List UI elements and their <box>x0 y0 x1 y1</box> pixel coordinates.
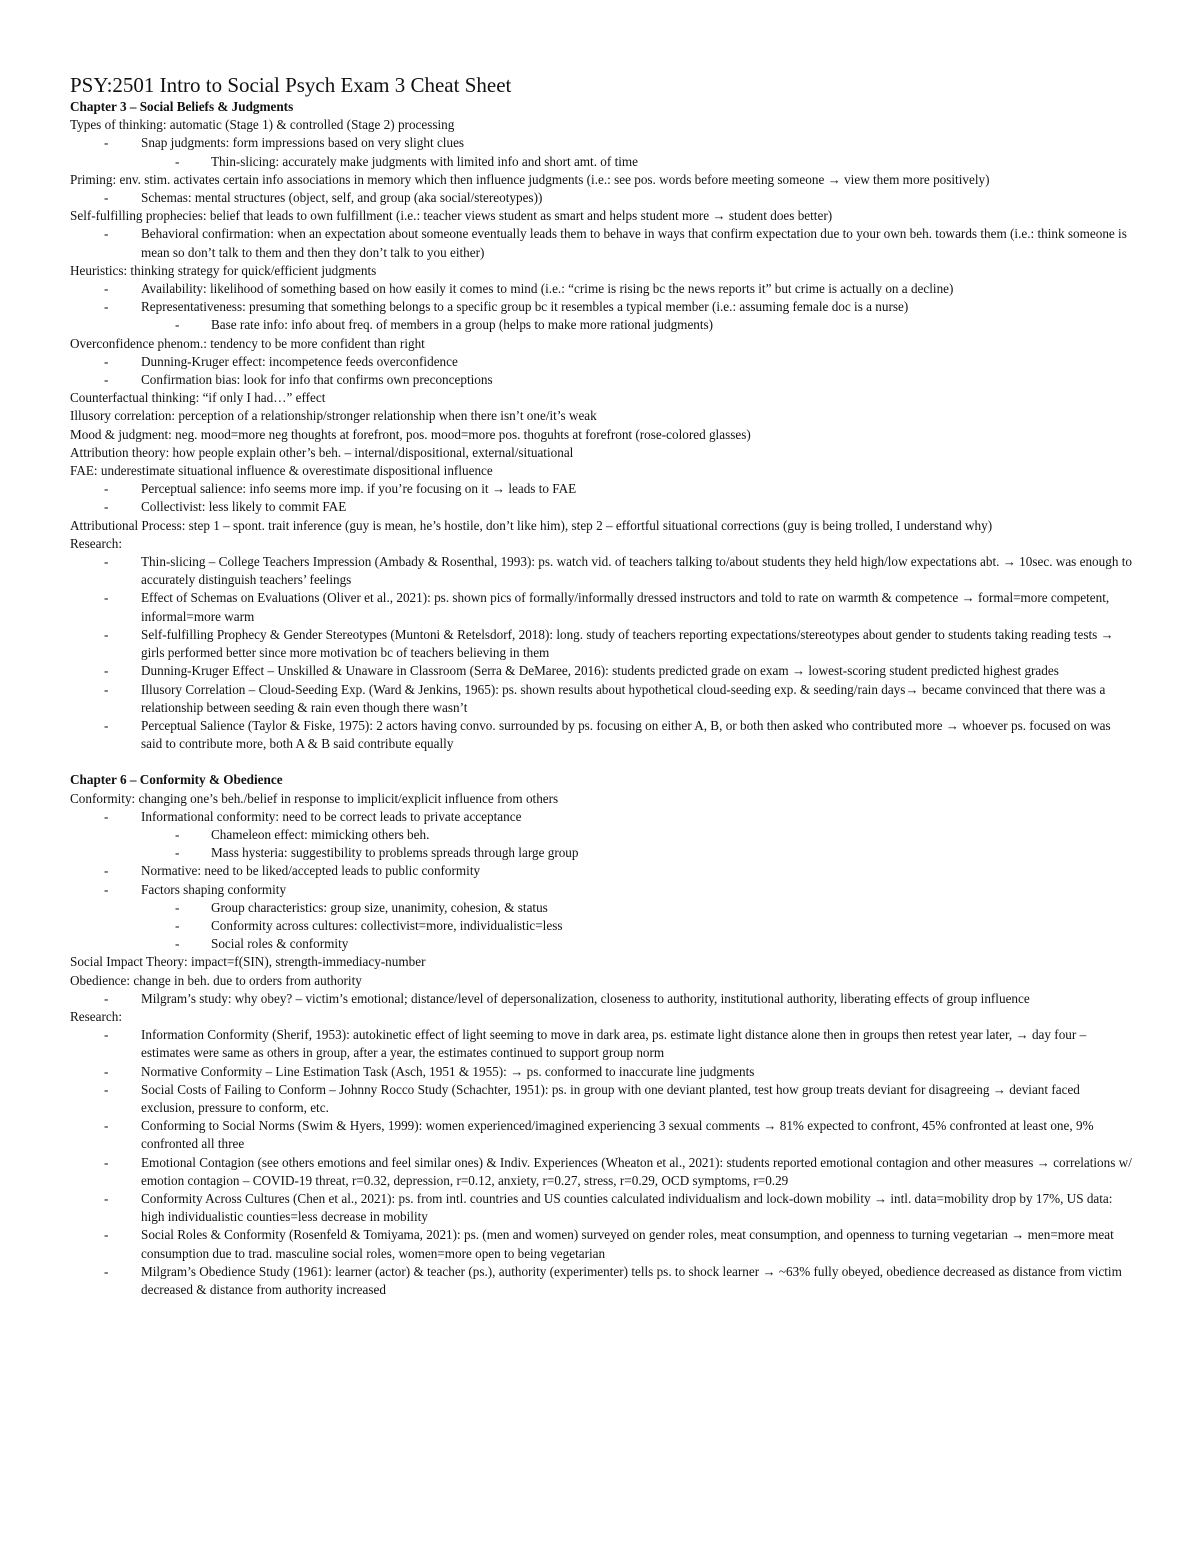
bullet-dash: - <box>175 845 180 861</box>
bullet-dash: - <box>104 1263 109 1279</box>
bullet-dash: - <box>104 372 109 388</box>
item-text: Social Roles & Conformity (Rosenfeld & Tomiyama, 2021): ps. (men and women) surveyed on gender roles, meat consumption, and openness to turning vegetarian → men=more meat consumption due to trad. masculine social roles, women=more open to being vegetarian <box>141 1227 1114 1261</box>
bullet-dash: - <box>104 554 109 570</box>
outline-subitem <box>70 225 1134 261</box>
section-heading: Chapter 3 – Social Beliefs & Judgments <box>70 99 294 114</box>
item-text: Illusory Correlation – Cloud-Seeding Exp. (Ward & Jenkins, 1965): ps. shown results about hypothetical cloud-seeding exp. & seeding/rain days→ became convinced that there was a relationship between seeding & rain even though there wasn’t <box>141 681 1106 715</box>
outline-subitem <box>70 808 1134 826</box>
item-text: Self-fulfilling Prophecy & Gender Stereotypes (Muntoni & Retelsdorf, 2018): long. study of teachers reporting expectations/stereotypes about gender to students taking reading tests → girls performed better since more motivation bc of teachers believing in them <box>141 626 1114 661</box>
bullet-dash: - <box>175 899 180 915</box>
outline-subsubitem <box>70 935 1134 953</box>
outline-subitem <box>70 480 1134 498</box>
bullet-dash: - <box>104 499 109 515</box>
outline-item <box>70 444 1134 462</box>
item-text: Information Conformity (Sherif, 1953): autokinetic effect of light seeming to move in dark area, ps. estimate light distance alone then in groups then retest year later, → day four – estimates were same as others in group, after a year, the estimates continued to support group norm <box>141 1027 1087 1061</box>
bullet-dash: - <box>104 590 109 606</box>
outline-subitem <box>70 498 1134 516</box>
outline-item <box>70 426 1134 444</box>
item-text: Types of thinking: automatic (Stage 1) & controlled (Stage 2) processing <box>70 117 455 133</box>
page-title: PSY:2501 Intro to Social Psych Exam 3 Cheat Sheet <box>70 73 512 97</box>
item-text: Normative Conformity – Line Estimation Task (Asch, 1951 & 1955): → ps. conformed to inaccurate line judgments <box>141 1063 755 1079</box>
item-text: Representativeness: presuming that something belongs to a specific group bc it resembles a typical member (i.e.: assuming female doc is a nurse) <box>141 299 909 315</box>
outline-subitem <box>70 990 1134 1008</box>
outline-subitem <box>70 862 1134 880</box>
item-text: Social Impact Theory: impact=f(SIN), strength-immediacy-number <box>70 954 426 970</box>
outline-subsubitem <box>70 316 1134 334</box>
bullet-dash: - <box>104 281 109 297</box>
outline-subitem <box>70 134 1134 152</box>
bullet-dash: - <box>104 353 109 369</box>
item-text: Social roles & conformity <box>211 936 349 952</box>
item-text: Dunning-Kruger effect: incompetence feeds overconfidence <box>141 353 458 369</box>
bullet-dash: - <box>175 153 180 169</box>
outline-subsubitem <box>70 844 1134 862</box>
outline-subitem <box>70 1226 1134 1262</box>
outline-item <box>70 953 1134 971</box>
item-text: Dunning-Kruger Effect – Unskilled & Unaware in Classroom (Serra & DeMaree, 2016): students predicted grade on exam → lowest-scoring student predicted highest grades <box>141 663 1059 679</box>
outline-item <box>70 517 1134 535</box>
item-text: Thin-slicing: accurately make judgments with limited info and short amt. of time <box>211 153 639 169</box>
item-text: Availability: likelihood of something based on how easily it comes to mind (i.e.: “crime is rising bc the news reports it” but crime is actually on a decline) <box>141 281 954 297</box>
bullet-dash: - <box>104 808 109 824</box>
item-text: Conformity Across Cultures (Chen et al., 2021): ps. from intl. countries and US counties calculated individualism and lock-down mobility → intl. data=mobility drop by 17%, US data: high individualistic counties=less decrease in mobility <box>141 1190 1113 1225</box>
outline-subitem <box>70 1263 1134 1299</box>
outline-subsubitem <box>70 917 1134 935</box>
outline-item <box>70 207 1134 225</box>
outline-item <box>70 790 1134 808</box>
bullet-dash: - <box>104 1081 109 1097</box>
item-text: Factors shaping conformity <box>141 881 287 897</box>
item-text: Mass hysteria: suggestibility to problems spreads through large group <box>211 845 579 861</box>
outline-subitem <box>70 681 1134 717</box>
bullet-dash: - <box>175 917 180 933</box>
item-text: Heuristics: thinking strategy for quick/efficient judgments <box>70 262 377 278</box>
outline-subitem <box>70 553 1134 589</box>
item-text: Emotional Contagion (see others emotions and feel similar ones) & Indiv. Experiences (Wheaton et al., 2021): students reported emotional contagion and other measures → correlations w/ emotion contagion – COVID-19 threat, r=0.32, depression, r=0.12, anxiety, r=0.27, stress, r=0.29, OCD symptoms, r=0.29 <box>141 1154 1132 1188</box>
outline-item <box>70 389 1134 407</box>
bullet-dash: - <box>104 663 109 679</box>
item-text: Attribution theory: how people explain other’s beh. – internal/dispositional, external/situational <box>70 444 574 460</box>
bullet-dash: - <box>104 881 109 897</box>
item-text: Confirmation bias: look for info that confirms own preconceptions <box>141 372 493 388</box>
outline-subitem <box>70 662 1134 680</box>
outline-subitem <box>70 881 1134 899</box>
item-text: Conforming to Social Norms (Swim & Hyers, 1999): women experienced/imagined experiencing 3 sexual comments → 81% expected to confront, 45% confronted at least one, 9% confronted all three <box>141 1118 1094 1152</box>
item-text: FAE: underestimate situational influence & overestimate dispositional influence <box>70 463 493 479</box>
outline-item <box>70 535 1134 553</box>
section-heading: Chapter 6 – Conformity & Obedience <box>70 772 283 788</box>
bullet-dash: - <box>104 1063 109 1079</box>
outline-subitem <box>70 353 1134 371</box>
bullet-dash: - <box>104 481 109 497</box>
outline-subitem <box>70 1063 1134 1081</box>
outline-item <box>70 262 1134 280</box>
outline-subitem <box>70 280 1134 298</box>
bullet-dash: - <box>104 226 109 242</box>
outline-subitem <box>70 189 1134 207</box>
outline-subsubitem <box>70 153 1134 171</box>
bullet-dash: - <box>104 1154 109 1170</box>
bullet-dash: - <box>104 863 109 879</box>
outline-item <box>70 462 1134 480</box>
bullet-dash: - <box>104 626 109 642</box>
item-text: Group characteristics: group size, unanimity, cohesion, & status <box>211 899 548 915</box>
item-text: Collectivist: less likely to commit FAE <box>141 499 347 515</box>
bullet-dash: - <box>104 299 109 315</box>
outline-subitem <box>70 1081 1134 1117</box>
outline-item <box>70 407 1134 425</box>
item-text: Obedience: change in beh. due to orders from authority <box>70 972 362 988</box>
outline-subitem <box>70 1026 1134 1062</box>
outline-item <box>70 335 1134 353</box>
item-text: Research: <box>70 1008 122 1024</box>
outline-subitem <box>70 626 1134 662</box>
item-text: Schemas: mental structures (object, self, and group (aka social/stereotypes)) <box>141 190 543 206</box>
item-text: Overconfidence phenom.: tendency to be more confident than right <box>70 335 425 351</box>
outline-item <box>70 1008 1134 1026</box>
bullet-dash: - <box>104 1027 109 1043</box>
item-text: Mood & judgment: neg. mood=more neg thoughts at forefront, pos. mood=more pos. thoguhts at forefront (rose-colored glasses) <box>70 426 751 442</box>
item-text: Thin-slicing – College Teachers Impression (Ambady & Rosenthal, 1993): ps. watch vid. of teachers talking to/about students they held high/low expectations abt. → 10sec. was enough to accurately distinguish teachers’ feelings <box>141 554 1132 588</box>
outline-item <box>70 972 1134 990</box>
item-text: Base rate info: info about freq. of members in a group (helps to make more rational judgments) <box>211 317 714 333</box>
outline-subsubitem <box>70 826 1134 844</box>
item-text: Counterfactual thinking: “if only I had…” effect <box>70 390 326 406</box>
bullet-dash: - <box>175 317 180 333</box>
outline-subitem <box>70 1117 1134 1153</box>
document-body <box>70 98 1134 1299</box>
item-text: Perceptual Salience (Taylor & Fiske, 1975): 2 actors having convo. surrounded by ps. focusing on either A, B, or both then asked who contributed more → whoever ps. focused on was said to contribute more, both A & B said contribute equally <box>141 717 1111 752</box>
outline-subitem <box>70 371 1134 389</box>
bullet-dash: - <box>104 190 109 206</box>
outline-subitem <box>70 589 1134 625</box>
bullet-dash: - <box>104 1190 109 1206</box>
bullet-dash: - <box>104 990 109 1006</box>
item-text: Priming: env. stim. activates certain info associations in memory which then influence judgments (i.e.: see pos. words before meeting someone → view them more positively) <box>70 171 990 187</box>
outline-item <box>70 171 1134 189</box>
bullet-dash: - <box>104 717 109 733</box>
bullet-dash: - <box>104 135 109 151</box>
outline-subitem <box>70 1154 1134 1190</box>
item-text: Snap judgments: form impressions based on very slight clues <box>141 135 465 151</box>
item-text: Informational conformity: need to be correct leads to private acceptance <box>141 808 522 824</box>
item-text: Effect of Schemas on Evaluations (Oliver et al., 2021): ps. shown pics of formally/informally dressed instructors and told to rate on warmth & competence → formal=more competent, informal=more warm <box>141 590 1110 624</box>
outline-subsubitem <box>70 899 1134 917</box>
item-text: Self-fulfilling prophecies: belief that leads to own fulfillment (i.e.: teacher views student as smart and helps student more → student does better) <box>70 208 833 224</box>
item-text: Social Costs of Failing to Conform – Johnny Rocco Study (Schachter, 1951): ps. in group with one deviant planted, test how group treats deviant for disagreeing → deviant faced exclusion, pressure to conform, etc. <box>141 1081 1080 1115</box>
bullet-dash: - <box>104 1118 109 1134</box>
item-text: Milgram’s study: why obey? – victim’s emotional; distance/level of depersonalization, closeness to authority, institutional authority, liberating effects of group influence <box>141 990 1030 1006</box>
item-text: Illusory correlation: perception of a relationship/stronger relationship when there isn’t one/it’s weak <box>70 408 597 424</box>
outline-item <box>70 116 1134 134</box>
item-text: Normative: need to be liked/accepted leads to public conformity <box>141 863 481 879</box>
outline-subitem <box>70 717 1134 753</box>
item-text: Milgram’s Obedience Study (1961): learner (actor) & teacher (ps.), authority (experimenter) tells ps. to shock learner → ~63% fully obeyed, obedience decreased as distance from victim decreased & distance from authority increased <box>141 1263 1122 1297</box>
bullet-dash: - <box>104 681 109 697</box>
item-text: Chameleon effect: mimicking others beh. <box>211 826 430 842</box>
outline-subitem <box>70 298 1134 316</box>
item-text: Behavioral confirmation: when an expectation about someone eventually leads them to behave in ways that confirm expectation due to your own beh. towards them (i.e.: think someone is mean so don’t talk to them and then they don’t talk to you either) <box>141 226 1127 260</box>
outline-subitem <box>70 1190 1134 1226</box>
item-text: Conformity: changing one’s beh./belief in response to implicit/explicit influence from others <box>70 790 559 806</box>
item-text: Research: <box>70 535 122 551</box>
bullet-dash: - <box>104 1227 109 1243</box>
item-text: Attributional Process: step 1 – spont. trait inference (guy is mean, he’s hostile, don’t like him), step 2 – effortful situational corrections (guy is being trolled, I understand why) <box>70 517 993 533</box>
section-spacer <box>70 753 1134 771</box>
item-text: Perceptual salience: info seems more imp. if you’re focusing on it → leads to FAE <box>141 481 577 497</box>
bullet-dash: - <box>175 936 180 952</box>
item-text: Conformity across cultures: collectivist=more, individualistic=less <box>211 917 563 933</box>
bullet-dash: - <box>175 826 180 842</box>
